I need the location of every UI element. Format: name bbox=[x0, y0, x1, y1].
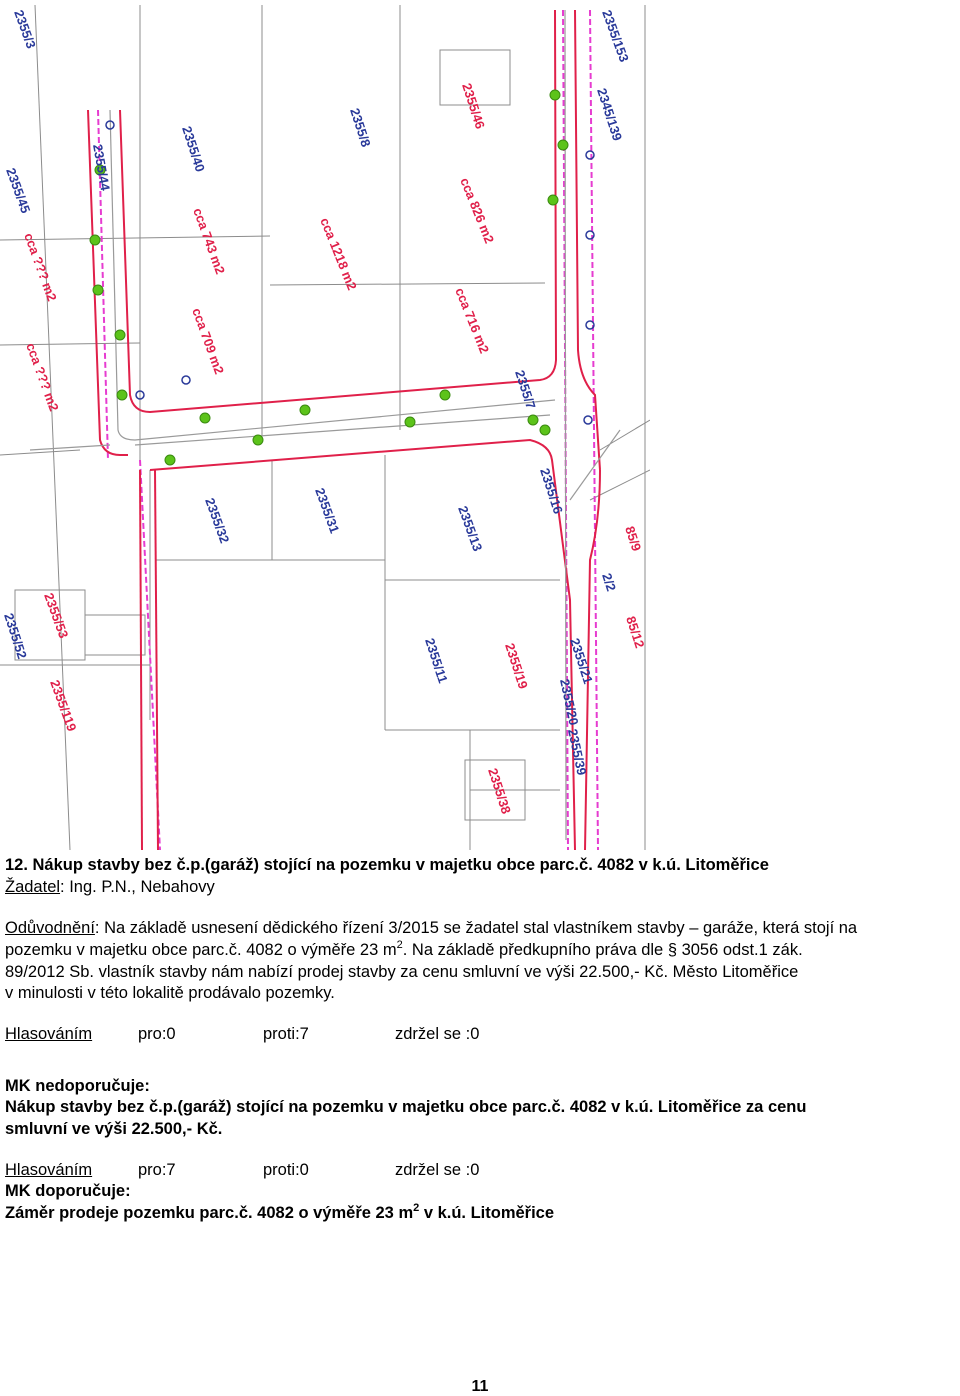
map-label: 2355/119 bbox=[47, 677, 80, 734]
map-label: 2355/153 bbox=[599, 7, 632, 64]
reason-text-2b: . Na základě předkupního práva dle § 3056 odst.1 zák. bbox=[402, 941, 803, 959]
vote-pro: pro:0 bbox=[138, 1025, 176, 1043]
map-label: 2355/38 bbox=[485, 766, 514, 816]
map-label: 2355/39 bbox=[565, 727, 590, 777]
map-label: 2355/21 bbox=[567, 636, 596, 686]
cadastral-map bbox=[0, 0, 650, 852]
vote-proti: proti:0 bbox=[263, 1161, 309, 1179]
reason-label: Odůvodnění bbox=[5, 919, 95, 937]
applicant-label: Žadatel bbox=[5, 878, 61, 896]
recommendation-line-1 bbox=[5, 1097, 806, 1117]
vote-proti: proti:7 bbox=[263, 1025, 309, 1043]
vote-row-2 bbox=[5, 1160, 605, 1180]
map-label: 2355/44 bbox=[90, 142, 113, 192]
recommendation-text: Nákup stavby bez č.p.(garáž) stojící na pozemku v majetku obce parc.č. 4082 v k.ú. Litoměřice za cenu bbox=[5, 1098, 807, 1116]
applicant-value: : Ing. P.N., Nebahovy bbox=[60, 878, 215, 896]
reason-text-3: 89/2012 Sb. vlastník stavby nám nabízí prodej stavby za cenu smluvní ve výši 22.500,- Kč. Město Litoměřice bbox=[5, 963, 799, 981]
reason-line-2 bbox=[5, 940, 803, 960]
map-label: 2355/32 bbox=[202, 495, 233, 546]
map-label: cca 716 m2 bbox=[452, 285, 493, 356]
reason-text-4: v minulosti v této lokalitě prodávalo pozemky. bbox=[5, 984, 335, 1002]
map-label: 2355/52 bbox=[1, 611, 30, 661]
recommendation-text: v k.ú. Litoměřice bbox=[419, 1204, 555, 1222]
superscript: 2 bbox=[413, 1202, 420, 1214]
vote-label: Hlasováním bbox=[5, 1025, 93, 1043]
vote-abstain: zdržel se :0 bbox=[395, 1025, 480, 1043]
map-label: 2355/7 bbox=[512, 368, 539, 411]
map-label: 2355/16 bbox=[537, 466, 566, 516]
map-label: 85/12 bbox=[623, 614, 648, 650]
applicant-line bbox=[5, 877, 215, 897]
recommendation-line-3 bbox=[5, 1203, 554, 1223]
map-label: 2355/11 bbox=[422, 636, 451, 685]
map-label: 2355/3 bbox=[11, 7, 39, 51]
map-label: cca 743 m2 bbox=[190, 205, 229, 277]
recommendation-text: Záměr prodeje pozemku parc.č. 4082 o výměře 23 m bbox=[5, 1204, 414, 1222]
map-label: 2345/139 bbox=[594, 86, 626, 143]
vote-label: Hlasováním bbox=[5, 1161, 93, 1179]
map-label: 2355/19 bbox=[502, 641, 531, 691]
map-label: 2355/46 bbox=[459, 81, 488, 131]
recommendation-text: smluvní ve výši 22.500,- Kč. bbox=[5, 1120, 223, 1138]
vote-pro: pro:7 bbox=[138, 1161, 176, 1179]
map-label: 85/9 bbox=[622, 524, 645, 554]
recommendation-heading-2 bbox=[5, 1181, 131, 1201]
map-label: 2355/20 bbox=[557, 677, 582, 727]
map-label: 2355/53 bbox=[41, 590, 72, 641]
map-label: cca ??? m2 bbox=[21, 230, 60, 304]
page-number-text: 11 bbox=[471, 1378, 489, 1395]
map-label: 2355/8 bbox=[347, 106, 374, 149]
map-label: cca 1218 m2 bbox=[317, 215, 360, 293]
map-label: cca ??? m2 bbox=[23, 340, 62, 414]
vote-abstain: zdržel se :0 bbox=[395, 1161, 480, 1179]
item-heading-text: 12. Nákup stavby bez č.p.(garáž) stojící na pozemku v majetku obce parc.č. 4082 v k.ú. Litoměřice bbox=[5, 856, 769, 874]
page-number bbox=[0, 1378, 960, 1396]
map-label: cca 826 m2 bbox=[457, 175, 498, 246]
map-label: 2355/13 bbox=[455, 503, 486, 554]
map-drawing bbox=[0, 0, 650, 852]
vote-row-1 bbox=[5, 1024, 605, 1044]
map-label: 2355/31 bbox=[312, 485, 343, 536]
map-label: 2355/45 bbox=[3, 165, 34, 216]
item-heading bbox=[5, 855, 769, 875]
recommendation-line-2 bbox=[5, 1119, 222, 1139]
map-label: 2355/40 bbox=[179, 124, 208, 174]
superscript: 2 bbox=[396, 939, 403, 951]
recommendation-heading-text: MK doporučuje: bbox=[5, 1182, 131, 1200]
map-label: 2/2 bbox=[599, 571, 619, 594]
recommendation-heading-1 bbox=[5, 1076, 150, 1096]
reason-text-2a: pozemku v majetku obce parc.č. 4082 o výměře 23 m bbox=[5, 941, 397, 959]
reason-text-1: : Na základě usnesení dědického řízení 3/2015 se žadatel stal vlastníkem stavby – garáže, která stojí na bbox=[94, 919, 858, 937]
reason-line-3 bbox=[5, 962, 798, 982]
recommendation-heading-text: MK nedoporučuje: bbox=[5, 1077, 150, 1095]
reason-line-4 bbox=[5, 983, 335, 1003]
reason-line-1 bbox=[5, 918, 857, 938]
map-label: cca 709 m2 bbox=[189, 305, 228, 377]
